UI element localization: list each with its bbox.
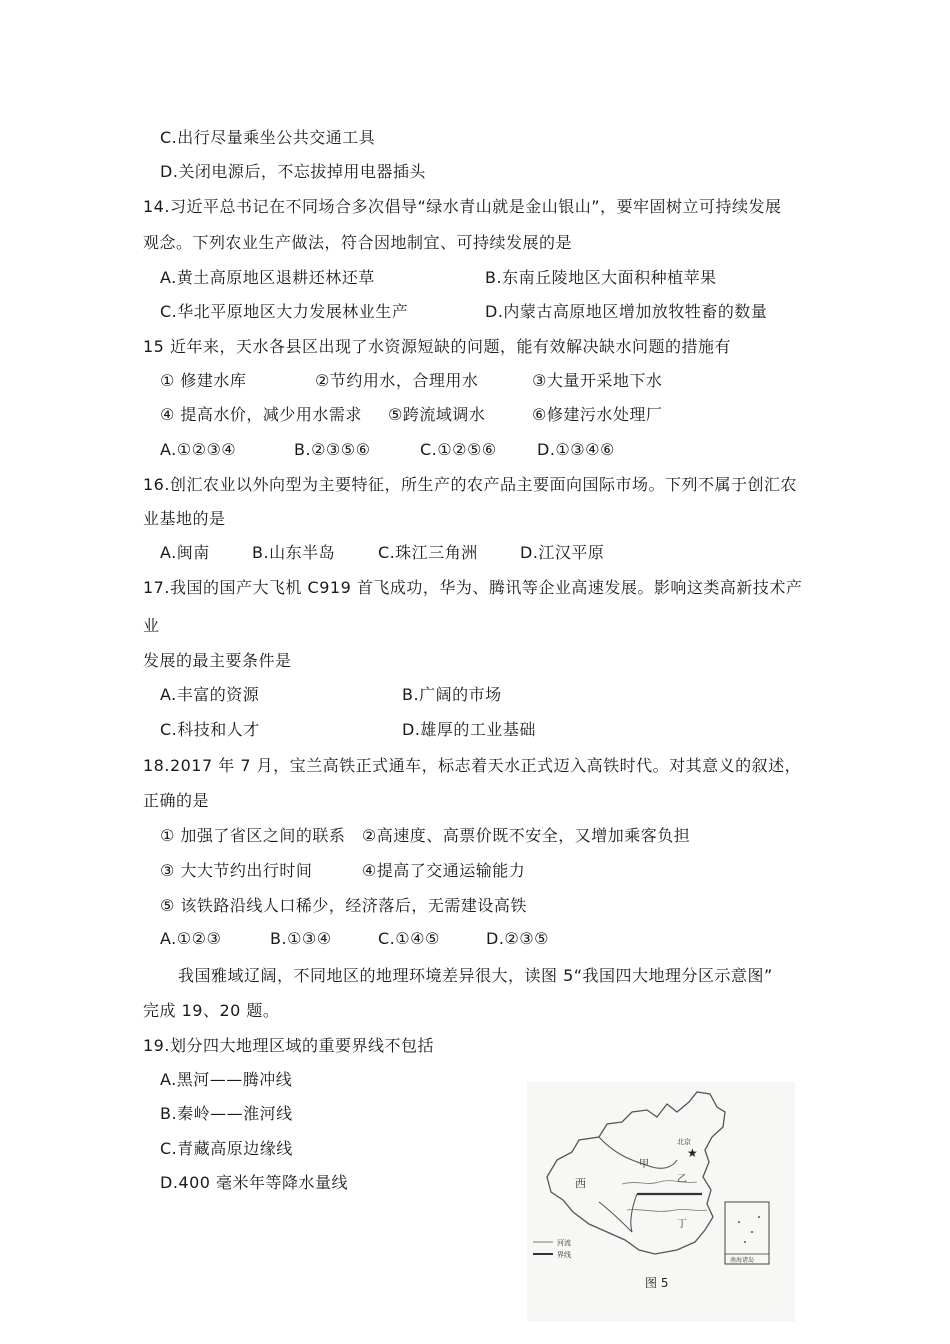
q15-option-d: D.①③④⑥	[537, 440, 615, 459]
q18-statements-3-4: ③ 大大节约出行时间 ④提高了交通运输能力	[160, 861, 526, 880]
q17-stem-line2: 业	[143, 616, 160, 635]
q18-option-a: A.①②③	[160, 929, 222, 948]
q14-option-b: B.东南丘陵地区大面积种植苹果	[485, 268, 717, 287]
q17-stem-line1: 17.我国的国产大飞机 C919 首飞成功，华为、腾讯等企业高速发展。影响这类高新技术产	[143, 578, 803, 597]
legend-boundary: 界线	[557, 1251, 571, 1259]
q15-option-a: A.①②③④	[160, 440, 237, 459]
q15-option-c: C.①②⑤⑥	[420, 440, 497, 459]
river-2	[627, 1209, 707, 1211]
q18-option-d: D.②③⑤	[486, 929, 549, 948]
q19-option-d: D.400 毫米年等降水量线	[160, 1173, 349, 1192]
q16-option-a: A.闽南	[160, 543, 210, 562]
q14-stem-line1: 14.习近平总书记在不同场合多次倡导“绿水青山就是金山银山”，要牢固树立可持续发展	[143, 197, 782, 216]
q14-option-d: D.内蒙古高原地区增加放牧牲畜的数量	[485, 302, 768, 321]
q16-option-d: D.江汉平原	[520, 543, 605, 562]
q16-stem-line2: 业基地的是	[143, 509, 226, 528]
intro-line1: 我国雅域辽阔，不同地区的地理环境差异很大，读图 5“我国四大地理分区示意图”	[178, 966, 773, 985]
q17-option-c: C.科技和人才	[160, 720, 260, 739]
q17-option-a: A.丰富的资源	[160, 685, 260, 704]
china-regions-map	[527, 1082, 795, 1322]
china-regions-map-figure	[527, 1082, 795, 1322]
q15-statement-4: ④ 提高水价，减少用水需求	[160, 405, 362, 424]
boundary-plateau	[599, 1202, 632, 1232]
boundary-north-west	[599, 1137, 677, 1168]
q15-statement-2: ②节约用水，合理用水	[315, 371, 479, 390]
q18-statement-5: ⑤ 该铁路沿线人口稀少，经济落后，无需建设高铁	[160, 896, 527, 915]
q16-stem-line1: 16.创汇农业以外向型为主要特征，所生产的农产品主要面向国际市场。下列不属于创汇农	[143, 475, 797, 494]
q18-stem-line2: 正确的是	[143, 791, 210, 810]
map-label-yi: 乙	[677, 1174, 687, 1185]
q16-option-c: C.珠江三角洲	[378, 543, 478, 562]
q17-option-b: B.广阔的市场	[402, 685, 502, 704]
boundary-plateau-east	[631, 1194, 637, 1232]
q14-option-a: A.黄土高原地区退耕还林还草	[160, 268, 375, 287]
q15-statement-3: ③大量开采地下水	[532, 371, 663, 390]
q19-option-a: A.黑河——腾冲线	[160, 1070, 293, 1089]
china-outline	[547, 1092, 725, 1254]
q19-stem: 19.划分四大地理区域的重要界线不包括	[143, 1036, 434, 1055]
q15-option-b: B.②③⑤⑥	[294, 440, 371, 459]
intro-line2: 完成 19、20 题。	[143, 1001, 280, 1020]
q19-option-c: C.青藏高原边缘线	[160, 1139, 293, 1158]
map-label-jia: 甲	[639, 1159, 649, 1170]
q18-stem-line1: 18.2017 年 7 月，宝兰高铁正式通车，标志着天水正式迈入高铁时代。对其意义的叙述，	[143, 756, 802, 775]
legend-river: 河流	[557, 1239, 571, 1247]
q15-stem: 15 近年来，天水各县区出现了水资源短缺的问题，能有效解决缺水问题的措施有	[143, 337, 731, 356]
option-d: D.关闭电源后，不忘拔掉用电器插头	[160, 162, 426, 181]
q19-option-b: B.秦岭——淮河线	[160, 1104, 293, 1123]
q15-statement-1: ① 修建水库	[160, 371, 247, 390]
q15-statement-5: ⑤跨流域调水	[388, 405, 486, 424]
q17-stem-line3: 发展的最主要条件是	[143, 651, 292, 670]
q14-option-c: C.华北平原地区大力发展林业生产	[160, 302, 409, 321]
option-c: C.出行尽量乘坐公共交通工具	[160, 128, 376, 147]
q14-stem-line2: 观念。下列农业生产做法，符合因地制宜、可持续发展的是	[143, 233, 573, 252]
map-label-ding: 丁	[677, 1219, 687, 1230]
map-label-beijing: 北京	[677, 1138, 691, 1146]
beijing-star-icon: ★	[687, 1146, 698, 1160]
q18-option-b: B.①③④	[270, 929, 332, 948]
q18-statements-1-2: ① 加强了省区之间的联系 ②高速度、高票价既不安全，又增加乘客负担	[160, 826, 691, 845]
q15-statement-6: ⑥修建污水处理厂	[532, 405, 663, 424]
q17-option-d: D.雄厚的工业基础	[402, 720, 536, 739]
inset-label: 南海诸岛	[730, 1257, 755, 1264]
map-label-xi: 西	[575, 1177, 586, 1190]
figure-caption: 图 5	[645, 1276, 669, 1290]
q18-option-c: C.①④⑤	[378, 929, 440, 948]
south-sea-inset	[725, 1202, 769, 1264]
q16-option-b: B.山东半岛	[252, 543, 336, 562]
